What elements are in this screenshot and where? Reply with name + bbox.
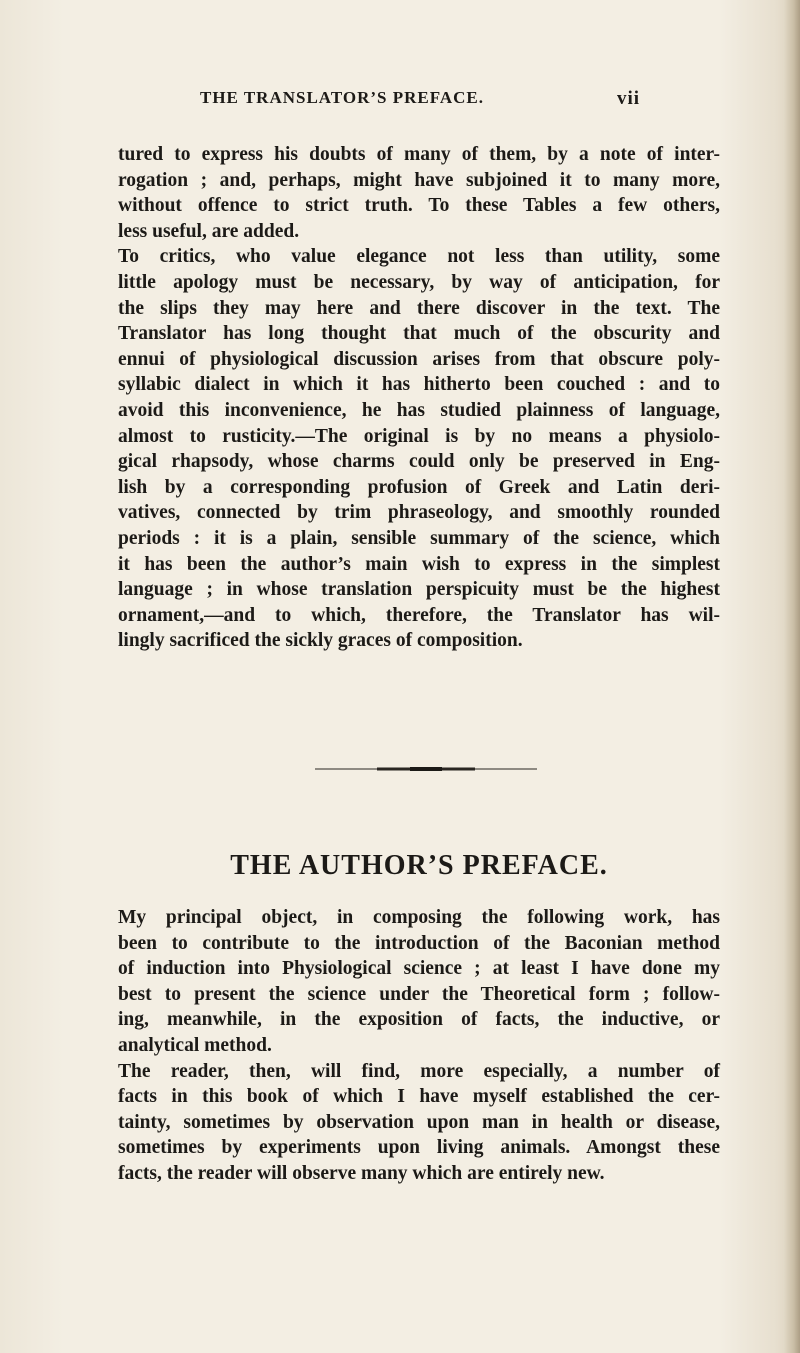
text-line: almost to rusticity.—The original is by no means a physiolo- — [118, 425, 720, 447]
text-line: ing, meanwhile, in the exposition of facts, the inductive, or — [118, 1009, 720, 1031]
text-line: it has been the author’s main wish to express in the simplest — [118, 553, 720, 575]
text-line: sometimes by experiments upon living animals. Amongst these — [118, 1137, 720, 1159]
text-line: tured to express his doubts of many of them, by a note of inter- — [118, 144, 720, 165]
text-line: The reader, then, will find, more especially, a number of — [118, 1060, 720, 1082]
text-line: language ; in whose translation perspicuity must be the highest — [118, 579, 720, 601]
text-line: gical rhapsody, whose charms could only be preserved in Eng- — [118, 451, 720, 473]
page-edge-shadow — [784, 0, 800, 1353]
text-line: facts, the reader will observe many which are entirely new. — [118, 1162, 605, 1184]
author-preface-text — [118, 905, 720, 1187]
text-line: Translator has long thought that much of the obscurity and — [118, 323, 720, 345]
text-line: the slips they may here and there discover in the text. The — [118, 297, 720, 319]
text-line: little apology must be necessary, by way of anticipation, for — [118, 271, 720, 293]
text-line: facts in this book of which I have myself established the cer- — [118, 1086, 720, 1108]
text-line: lingly sacrificed the sickly graces of composition. — [118, 630, 523, 652]
text-line: periods : it is a plain, sensible summary of the science, which — [118, 527, 720, 549]
running-head — [200, 88, 640, 112]
text-line: of induction into Physiological science ; at least I have done my — [118, 958, 720, 980]
text-line: analytical method. — [118, 1034, 272, 1056]
text-line: syllabic dialect in which it has hitherto been couched : and to — [118, 374, 720, 396]
text-line: vatives, connected by trim phraseology, and smoothly rounded — [118, 502, 720, 524]
text-line: been to contribute to the introduction of the Baconian method — [118, 932, 720, 954]
page-number: vii — [616, 88, 640, 109]
running-head-title: THE TRANSLATOR’S PREFACE. — [200, 88, 484, 107]
text-line: ornament,—and to which, therefore, the Translator has wil- — [118, 604, 720, 626]
text-line: rogation ; and, perhaps, might have subjoined it to many more, — [118, 169, 720, 191]
text-line: without offence to strict truth. To these Tables a few others, — [118, 195, 720, 217]
author-preface-heading: THE AUTHOR’S PREFACE. — [230, 850, 608, 881]
text-line: My principal object, in composing the following work, has — [118, 907, 720, 928]
text-line: ennui of physiological discussion arises from that obscure poly- — [118, 348, 720, 370]
text-line: avoid this inconvenience, he has studied plainness of language, — [118, 399, 720, 421]
text-line: tainty, sometimes by observation upon man in health or disease, — [118, 1111, 720, 1133]
ornamental-divider — [315, 767, 537, 771]
translator-preface-text — [118, 142, 720, 654]
text-line: less useful, are added. — [118, 220, 300, 242]
text-line: best to present the science under the Theoretical form ; follow- — [118, 983, 720, 1005]
text-line: lish by a corresponding profusion of Greek and Latin deri- — [118, 476, 720, 498]
text-line: To critics, who value elegance not less than utility, some — [118, 246, 720, 268]
